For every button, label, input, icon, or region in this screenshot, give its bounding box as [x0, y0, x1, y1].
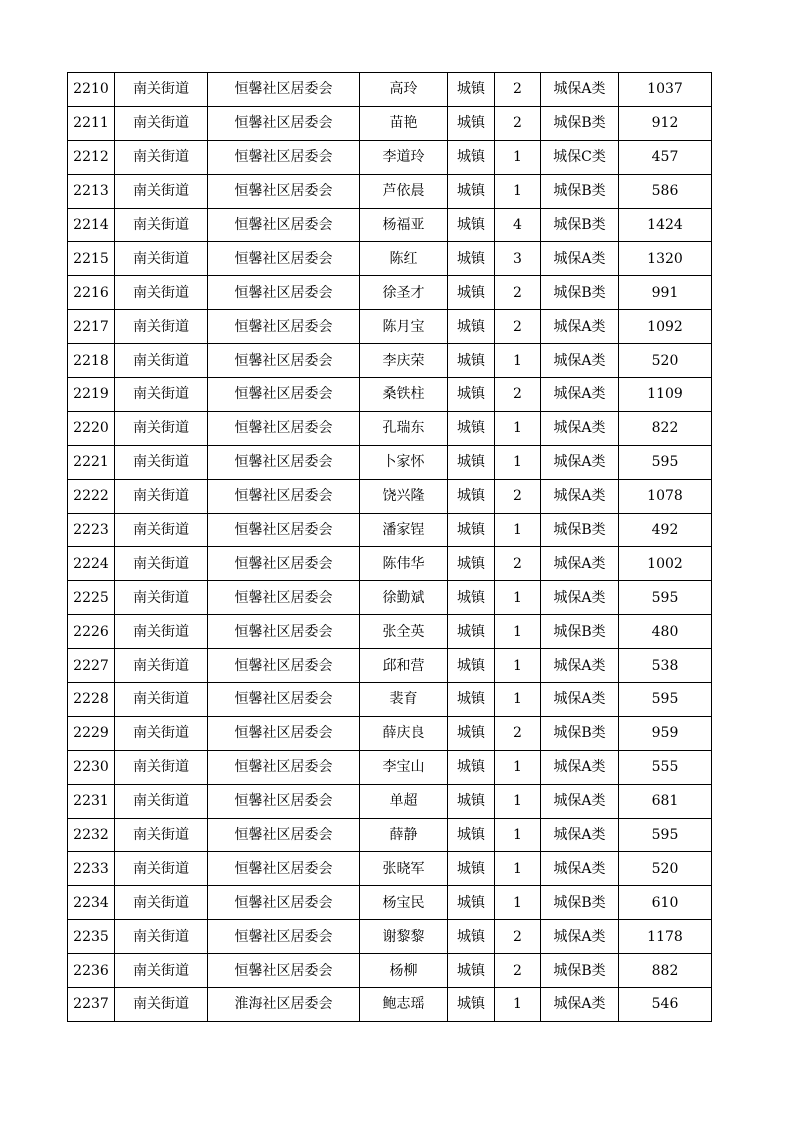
insurance-class-cell: 城保A类 — [541, 242, 619, 276]
name-cell: 杨福亚 — [360, 208, 448, 242]
name-cell: 苗艳 — [360, 106, 448, 140]
table-row — [68, 208, 712, 242]
insurance-class-cell: 城保B类 — [541, 106, 619, 140]
amount-cell: 1037 — [619, 73, 712, 107]
name-cell: 杨柳 — [360, 954, 448, 988]
table-row — [68, 344, 712, 378]
insurance-class-cell: 城保A类 — [541, 988, 619, 1022]
insurance-class-cell: 城保A类 — [541, 784, 619, 818]
community-cell: 恒馨社区居委会 — [208, 581, 360, 615]
street-cell: 南关街道 — [115, 140, 208, 174]
name-cell: 单超 — [360, 784, 448, 818]
id-cell: 2235 — [68, 920, 115, 954]
area-type-cell: 城镇 — [448, 581, 495, 615]
name-cell: 桑铁柱 — [360, 378, 448, 412]
name-cell: 卜家怀 — [360, 445, 448, 479]
amount-cell: 1002 — [619, 547, 712, 581]
community-cell: 恒馨社区居委会 — [208, 513, 360, 547]
area-type-cell: 城镇 — [448, 784, 495, 818]
amount-cell: 586 — [619, 174, 712, 208]
name-cell: 杨宝民 — [360, 886, 448, 920]
name-cell: 张晓军 — [360, 852, 448, 886]
insurance-class-cell: 城保A类 — [541, 818, 619, 852]
area-type-cell: 城镇 — [448, 73, 495, 107]
street-cell: 南关街道 — [115, 344, 208, 378]
id-cell: 2237 — [68, 988, 115, 1022]
community-cell: 恒馨社区居委会 — [208, 750, 360, 784]
community-cell: 恒馨社区居委会 — [208, 547, 360, 581]
amount-cell: 610 — [619, 886, 712, 920]
name-cell: 邱和营 — [360, 649, 448, 683]
insurance-class-cell: 城保A类 — [541, 73, 619, 107]
area-type-cell: 城镇 — [448, 445, 495, 479]
household-count-cell: 1 — [495, 411, 541, 445]
name-cell: 裴育 — [360, 683, 448, 717]
id-cell: 2223 — [68, 513, 115, 547]
street-cell: 南关街道 — [115, 479, 208, 513]
name-cell: 高玲 — [360, 73, 448, 107]
id-cell: 2228 — [68, 683, 115, 717]
area-type-cell: 城镇 — [448, 513, 495, 547]
area-type-cell: 城镇 — [448, 886, 495, 920]
name-cell: 徐勤斌 — [360, 581, 448, 615]
name-cell: 陈伟华 — [360, 547, 448, 581]
name-cell: 薛静 — [360, 818, 448, 852]
street-cell: 南关街道 — [115, 920, 208, 954]
insurance-class-cell: 城保B类 — [541, 174, 619, 208]
insurance-class-cell: 城保B类 — [541, 615, 619, 649]
id-cell: 2212 — [68, 140, 115, 174]
table-row — [68, 920, 712, 954]
household-count-cell: 2 — [495, 378, 541, 412]
amount-cell: 595 — [619, 581, 712, 615]
amount-cell: 959 — [619, 716, 712, 750]
amount-cell: 912 — [619, 106, 712, 140]
community-cell: 恒馨社区居委会 — [208, 479, 360, 513]
community-cell: 恒馨社区居委会 — [208, 411, 360, 445]
community-cell: 淮海社区居委会 — [208, 988, 360, 1022]
table-row — [68, 784, 712, 818]
name-cell: 李道玲 — [360, 140, 448, 174]
id-cell: 2233 — [68, 852, 115, 886]
id-cell: 2213 — [68, 174, 115, 208]
name-cell: 薛庆良 — [360, 716, 448, 750]
name-cell: 芦依晨 — [360, 174, 448, 208]
id-cell: 2217 — [68, 310, 115, 344]
id-cell: 2214 — [68, 208, 115, 242]
community-cell: 恒馨社区居委会 — [208, 716, 360, 750]
street-cell: 南关街道 — [115, 208, 208, 242]
amount-cell: 595 — [619, 445, 712, 479]
amount-cell: 457 — [619, 140, 712, 174]
community-cell: 恒馨社区居委会 — [208, 818, 360, 852]
amount-cell: 1078 — [619, 479, 712, 513]
insurance-class-cell: 城保A类 — [541, 344, 619, 378]
area-type-cell: 城镇 — [448, 547, 495, 581]
id-cell: 2226 — [68, 615, 115, 649]
household-count-cell: 1 — [495, 750, 541, 784]
street-cell: 南关街道 — [115, 445, 208, 479]
table-row — [68, 479, 712, 513]
name-cell: 陈红 — [360, 242, 448, 276]
area-type-cell: 城镇 — [448, 716, 495, 750]
household-count-cell: 3 — [495, 242, 541, 276]
name-cell: 鲍志瑶 — [360, 988, 448, 1022]
table-row — [68, 513, 712, 547]
household-count-cell: 1 — [495, 344, 541, 378]
community-cell: 恒馨社区居委会 — [208, 852, 360, 886]
area-type-cell: 城镇 — [448, 174, 495, 208]
community-cell: 恒馨社区居委会 — [208, 683, 360, 717]
amount-cell: 595 — [619, 818, 712, 852]
amount-cell: 991 — [619, 276, 712, 310]
area-type-cell: 城镇 — [448, 615, 495, 649]
street-cell: 南关街道 — [115, 683, 208, 717]
community-cell: 恒馨社区居委会 — [208, 784, 360, 818]
household-count-cell: 1 — [495, 988, 541, 1022]
community-cell: 恒馨社区居委会 — [208, 649, 360, 683]
household-count-cell: 1 — [495, 886, 541, 920]
table-row — [68, 242, 712, 276]
insurance-class-cell: 城保B类 — [541, 513, 619, 547]
id-cell: 2234 — [68, 886, 115, 920]
street-cell: 南关街道 — [115, 615, 208, 649]
community-cell: 恒馨社区居委会 — [208, 445, 360, 479]
community-cell: 恒馨社区居委会 — [208, 615, 360, 649]
household-count-cell: 1 — [495, 140, 541, 174]
id-cell: 2221 — [68, 445, 115, 479]
table-row — [68, 445, 712, 479]
amount-cell: 681 — [619, 784, 712, 818]
amount-cell: 1320 — [619, 242, 712, 276]
household-count-cell: 1 — [495, 784, 541, 818]
table-row — [68, 649, 712, 683]
amount-cell: 1109 — [619, 378, 712, 412]
insurance-class-cell: 城保A类 — [541, 310, 619, 344]
id-cell: 2220 — [68, 411, 115, 445]
id-cell: 2231 — [68, 784, 115, 818]
amount-cell: 1424 — [619, 208, 712, 242]
community-cell: 恒馨社区居委会 — [208, 886, 360, 920]
table-row — [68, 106, 712, 140]
household-count-cell: 1 — [495, 513, 541, 547]
area-type-cell: 城镇 — [448, 140, 495, 174]
id-cell: 2215 — [68, 242, 115, 276]
table-row — [68, 954, 712, 988]
household-count-cell: 1 — [495, 581, 541, 615]
street-cell: 南关街道 — [115, 242, 208, 276]
table-row — [68, 276, 712, 310]
insurance-class-cell: 城保A类 — [541, 378, 619, 412]
area-type-cell: 城镇 — [448, 988, 495, 1022]
household-count-cell: 2 — [495, 716, 541, 750]
table-row — [68, 852, 712, 886]
street-cell: 南关街道 — [115, 716, 208, 750]
insurance-class-cell: 城保C类 — [541, 140, 619, 174]
insurance-class-cell: 城保A类 — [541, 920, 619, 954]
table-row — [68, 73, 712, 107]
street-cell: 南关街道 — [115, 106, 208, 140]
amount-cell: 520 — [619, 344, 712, 378]
household-count-cell: 2 — [495, 276, 541, 310]
community-cell: 恒馨社区居委会 — [208, 378, 360, 412]
insurance-class-cell: 城保A类 — [541, 479, 619, 513]
area-type-cell: 城镇 — [448, 479, 495, 513]
table-row — [68, 615, 712, 649]
community-cell: 恒馨社区居委会 — [208, 140, 360, 174]
id-cell: 2230 — [68, 750, 115, 784]
insurance-class-cell: 城保B类 — [541, 954, 619, 988]
household-count-cell: 1 — [495, 649, 541, 683]
name-cell: 李宝山 — [360, 750, 448, 784]
id-cell: 2236 — [68, 954, 115, 988]
household-count-cell: 2 — [495, 920, 541, 954]
name-cell: 李庆荣 — [360, 344, 448, 378]
household-count-cell: 2 — [495, 547, 541, 581]
area-type-cell: 城镇 — [448, 649, 495, 683]
area-type-cell: 城镇 — [448, 683, 495, 717]
household-count-cell: 1 — [495, 615, 541, 649]
community-cell: 恒馨社区居委会 — [208, 174, 360, 208]
name-cell: 谢黎黎 — [360, 920, 448, 954]
id-cell: 2216 — [68, 276, 115, 310]
id-cell: 2222 — [68, 479, 115, 513]
amount-cell: 822 — [619, 411, 712, 445]
id-cell: 2232 — [68, 818, 115, 852]
community-cell: 恒馨社区居委会 — [208, 954, 360, 988]
id-cell: 2210 — [68, 73, 115, 107]
area-type-cell: 城镇 — [448, 344, 495, 378]
area-type-cell: 城镇 — [448, 276, 495, 310]
street-cell: 南关街道 — [115, 547, 208, 581]
table-row — [68, 581, 712, 615]
community-cell: 恒馨社区居委会 — [208, 344, 360, 378]
insurance-class-cell: 城保A类 — [541, 683, 619, 717]
name-cell: 陈月宝 — [360, 310, 448, 344]
table-row — [68, 140, 712, 174]
name-cell: 潘家锃 — [360, 513, 448, 547]
name-cell: 孔瑞东 — [360, 411, 448, 445]
community-cell: 恒馨社区居委会 — [208, 310, 360, 344]
id-cell: 2211 — [68, 106, 115, 140]
street-cell: 南关街道 — [115, 886, 208, 920]
table-row — [68, 310, 712, 344]
household-count-cell: 1 — [495, 445, 541, 479]
street-cell: 南关街道 — [115, 954, 208, 988]
street-cell: 南关街道 — [115, 581, 208, 615]
area-type-cell: 城镇 — [448, 818, 495, 852]
id-cell: 2218 — [68, 344, 115, 378]
insurance-class-cell: 城保A类 — [541, 581, 619, 615]
street-cell: 南关街道 — [115, 411, 208, 445]
insurance-class-cell: 城保A类 — [541, 411, 619, 445]
table-row — [68, 411, 712, 445]
amount-cell: 882 — [619, 954, 712, 988]
household-count-cell: 1 — [495, 683, 541, 717]
table-row — [68, 988, 712, 1022]
table-row — [68, 886, 712, 920]
household-count-cell: 2 — [495, 310, 541, 344]
street-cell: 南关街道 — [115, 310, 208, 344]
id-cell: 2219 — [68, 378, 115, 412]
roster-table — [67, 72, 712, 1022]
insurance-class-cell: 城保A类 — [541, 852, 619, 886]
area-type-cell: 城镇 — [448, 106, 495, 140]
street-cell: 南关街道 — [115, 988, 208, 1022]
id-cell: 2227 — [68, 649, 115, 683]
insurance-class-cell: 城保A类 — [541, 547, 619, 581]
household-count-cell: 2 — [495, 73, 541, 107]
street-cell: 南关街道 — [115, 649, 208, 683]
street-cell: 南关街道 — [115, 378, 208, 412]
insurance-class-cell: 城保A类 — [541, 649, 619, 683]
community-cell: 恒馨社区居委会 — [208, 242, 360, 276]
street-cell: 南关街道 — [115, 750, 208, 784]
amount-cell: 546 — [619, 988, 712, 1022]
name-cell: 饶兴隆 — [360, 479, 448, 513]
id-cell: 2224 — [68, 547, 115, 581]
id-cell: 2225 — [68, 581, 115, 615]
amount-cell: 1092 — [619, 310, 712, 344]
household-count-cell: 1 — [495, 852, 541, 886]
street-cell: 南关街道 — [115, 818, 208, 852]
table-row — [68, 750, 712, 784]
street-cell: 南关街道 — [115, 852, 208, 886]
community-cell: 恒馨社区居委会 — [208, 208, 360, 242]
id-cell: 2229 — [68, 716, 115, 750]
area-type-cell: 城镇 — [448, 920, 495, 954]
amount-cell: 538 — [619, 649, 712, 683]
insurance-class-cell: 城保B类 — [541, 886, 619, 920]
household-count-cell: 1 — [495, 818, 541, 852]
amount-cell: 1178 — [619, 920, 712, 954]
insurance-class-cell: 城保B类 — [541, 276, 619, 310]
insurance-class-cell: 城保A类 — [541, 445, 619, 479]
street-cell: 南关街道 — [115, 513, 208, 547]
table-row — [68, 683, 712, 717]
household-count-cell: 1 — [495, 174, 541, 208]
area-type-cell: 城镇 — [448, 310, 495, 344]
area-type-cell: 城镇 — [448, 378, 495, 412]
household-count-cell: 2 — [495, 954, 541, 988]
amount-cell: 595 — [619, 683, 712, 717]
area-type-cell: 城镇 — [448, 411, 495, 445]
amount-cell: 492 — [619, 513, 712, 547]
street-cell: 南关街道 — [115, 73, 208, 107]
community-cell: 恒馨社区居委会 — [208, 106, 360, 140]
area-type-cell: 城镇 — [448, 208, 495, 242]
insurance-class-cell: 城保A类 — [541, 750, 619, 784]
street-cell: 南关街道 — [115, 784, 208, 818]
table-row — [68, 378, 712, 412]
amount-cell: 480 — [619, 615, 712, 649]
amount-cell: 520 — [619, 852, 712, 886]
area-type-cell: 城镇 — [448, 852, 495, 886]
amount-cell: 555 — [619, 750, 712, 784]
community-cell: 恒馨社区居委会 — [208, 276, 360, 310]
name-cell: 徐圣才 — [360, 276, 448, 310]
insurance-class-cell: 城保B类 — [541, 716, 619, 750]
area-type-cell: 城镇 — [448, 242, 495, 276]
table-row — [68, 716, 712, 750]
household-count-cell: 4 — [495, 208, 541, 242]
community-cell: 恒馨社区居委会 — [208, 920, 360, 954]
street-cell: 南关街道 — [115, 174, 208, 208]
table-row — [68, 174, 712, 208]
household-count-cell: 2 — [495, 106, 541, 140]
table-row — [68, 818, 712, 852]
roster-table-body — [68, 73, 712, 1022]
name-cell: 张全英 — [360, 615, 448, 649]
household-count-cell: 2 — [495, 479, 541, 513]
street-cell: 南关街道 — [115, 276, 208, 310]
area-type-cell: 城镇 — [448, 954, 495, 988]
area-type-cell: 城镇 — [448, 750, 495, 784]
table-row — [68, 547, 712, 581]
insurance-class-cell: 城保B类 — [541, 208, 619, 242]
community-cell: 恒馨社区居委会 — [208, 73, 360, 107]
